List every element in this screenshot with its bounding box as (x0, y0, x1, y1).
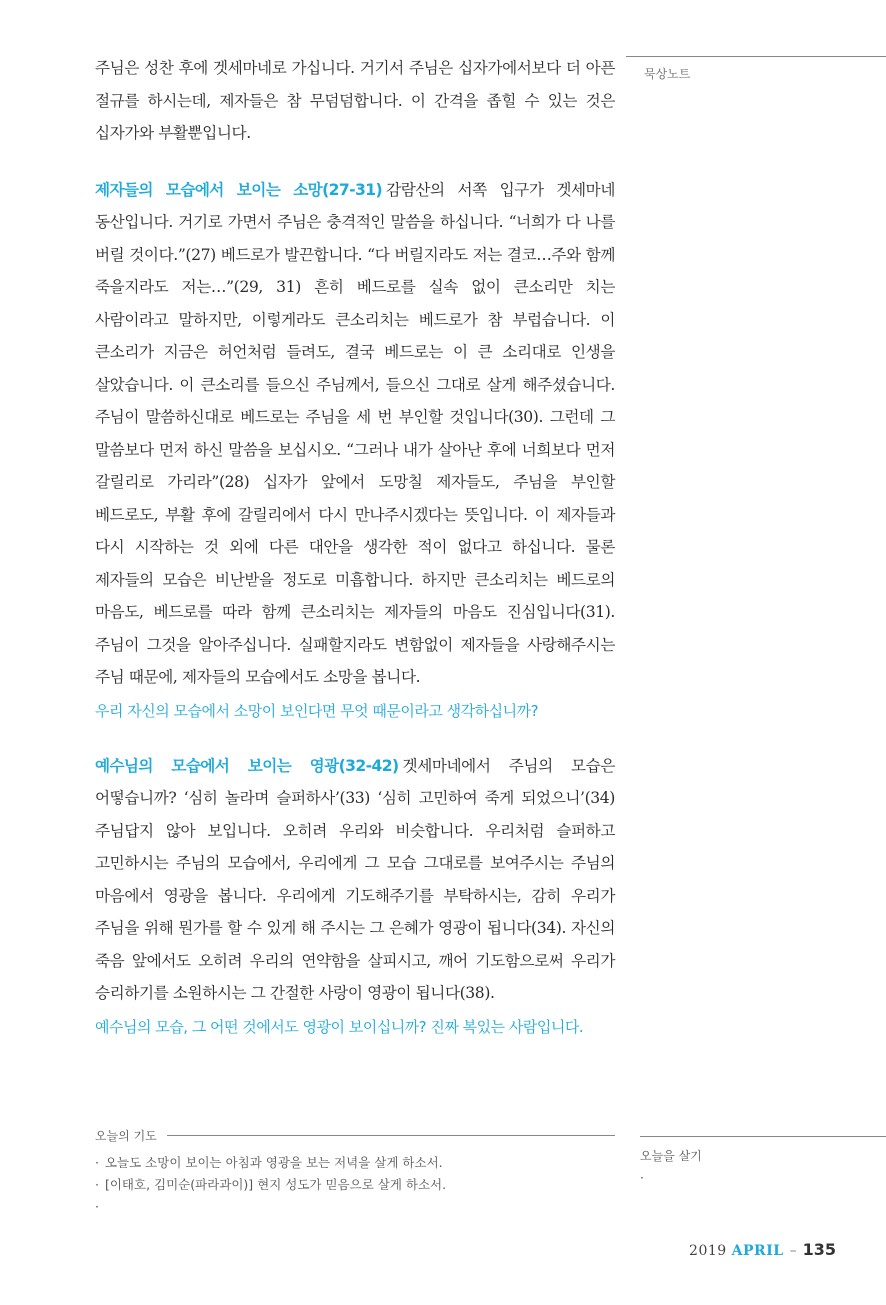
prayer-list (95, 1152, 615, 1218)
article-body (95, 52, 615, 1042)
page-number: 135 (802, 1240, 836, 1259)
bullet: · (95, 1177, 99, 1192)
bullet: · (95, 1155, 99, 1170)
section-2-body: 겟세마네에서 주님의 모습은 어떻습니까? ‘심히 놀라며 슬퍼하사’(33) ‘심히 고민하여 죽게 되었으니’(34) 주님답지 않아 보입니다. 오히려 우리와 비슷합니다. 우리처럼 슬퍼하고 고민하시는 주님의 모습에서, 우리에게 그 모습 그대로를 보여주시는 주님의 마음에서 영광을 봅니다. 우리에게 기도해주기를 부탁하시는, 감히 우리가 주님을 위해 뭔가를 할 수 있게 해 주시는 그 은혜가 영광이 됩니다(34). 자신의 죽음 앞에서도 오히려 우리의 연약함을 살피시고, 깨어 기도함으로써 우리가 승리하기를 소원하시는 그 간절한 사랑이 영광이 됩니다(38). (95, 756, 615, 1002)
living-title: 오늘을 살기 (640, 1149, 702, 1163)
living-divider (640, 1136, 886, 1137)
page-footer (689, 1240, 836, 1259)
footer-year: 2019 (689, 1243, 727, 1259)
todays-prayer (95, 1127, 615, 1218)
footer-dash: – (789, 1243, 797, 1259)
bullet: · (95, 1199, 99, 1214)
meditation-note-sidebar (626, 56, 886, 82)
meditation-note-label: 묵상노트 (644, 67, 691, 81)
footer-month: APRIL (731, 1243, 784, 1259)
prayer-item (95, 1152, 615, 1174)
living-bullet: · (640, 1170, 644, 1185)
prayer-item (95, 1196, 615, 1218)
section-2-paragraph (95, 750, 615, 1010)
section-2-heading: 예수님의 모습에서 보이는 영광(32-42) (95, 756, 399, 775)
section-1-paragraph (95, 174, 615, 694)
intro-paragraph: 주님은 성찬 후에 겟세마네로 가십니다. 거기서 주님은 십자가에서보다 더 아픈 절규를 하시는데, 제자들은 참 무덤덤합니다. 이 간격을 좁힐 수 있는 것은 십자가와 부활뿐입니다. (95, 59, 615, 142)
section-1-heading: 제자들의 모습에서 보이는 소망(27-31) (95, 180, 383, 199)
section-2-question: 예수님의 모습, 그 어떤 것에서도 영광이 보이십니까? 진짜 복있는 사람입니다. (95, 1017, 584, 1036)
prayer-item (95, 1174, 615, 1196)
living-today (640, 1136, 886, 1185)
prayer-title: 오늘의 기도 (95, 1129, 157, 1143)
prayer-item-text: [이태호, 김미순(파라과이)] 현지 성도가 믿음으로 살게 하소서. (104, 1177, 447, 1192)
prayer-divider (167, 1135, 615, 1136)
prayer-header (95, 1127, 615, 1144)
prayer-item-text: 오늘도 소망이 보이는 아침과 영광을 보는 저녁을 살게 하소서. (104, 1155, 443, 1170)
section-1-body: 감람산의 서쪽 입구가 겟세마네 동산입니다. 거기로 가면서 주님은 충격적인 말씀을 하십니다. “너희가 다 나를 버릴 것이다.”(27) 베드로가 발끈합니다. “다 버릴지라도 저는 결코…주와 함께 죽을지라도 저는…”(29, 31) 흔히 베드로를 실속 없이 큰소리만 치는 사람이라고 말하지만, 이렇게라도 큰소리치는 베드로가 참 부럽습니다. 이 큰소리가 지금은 허언처럼 들려도, 결국 베드로는 이 큰 소리대로 인생을 살았습니다. 이 큰소리를 들으신 주님께서, 들으신 그대로 살게 해주셨습니다. 주님이 말씀하신대로 베드로는 주님을 세 번 부인할 것입니다(30). 그런데 그 말씀보다 먼저 하신 말씀을 보십시오. “그러나 내가 살아난 후에 너희보다 먼저 갈릴리로 가리라”(28) 십자가 앞에서 도망칠 제자들도, 주님을 부인할 베드로도, 부활 후에 갈릴리에서 다시 만나주시겠다는 뜻입니다. 이 제자들과 다시 시작하는 것 외에 다른 대안을 생각한 적이 없다고 하십니다. 물론 제자들의 모습은 비난받을 정도로 미흡합니다. 하지만 큰소리치는 베드로의 마음도, 베드로를 따라 함께 큰소리치는 제자들의 마음도 진심입니다(31). 주님이 그것을 알아주십니다. 실패할지라도 변함없이 제자들을 사랑해주시는 주님 때문에, 제자들의 모습에서도 소망을 봅니다. (95, 180, 615, 686)
section-1-question: 우리 자신의 모습에서 소망이 보인다면 무엇 때문이라고 생각하십니까? (95, 701, 539, 720)
